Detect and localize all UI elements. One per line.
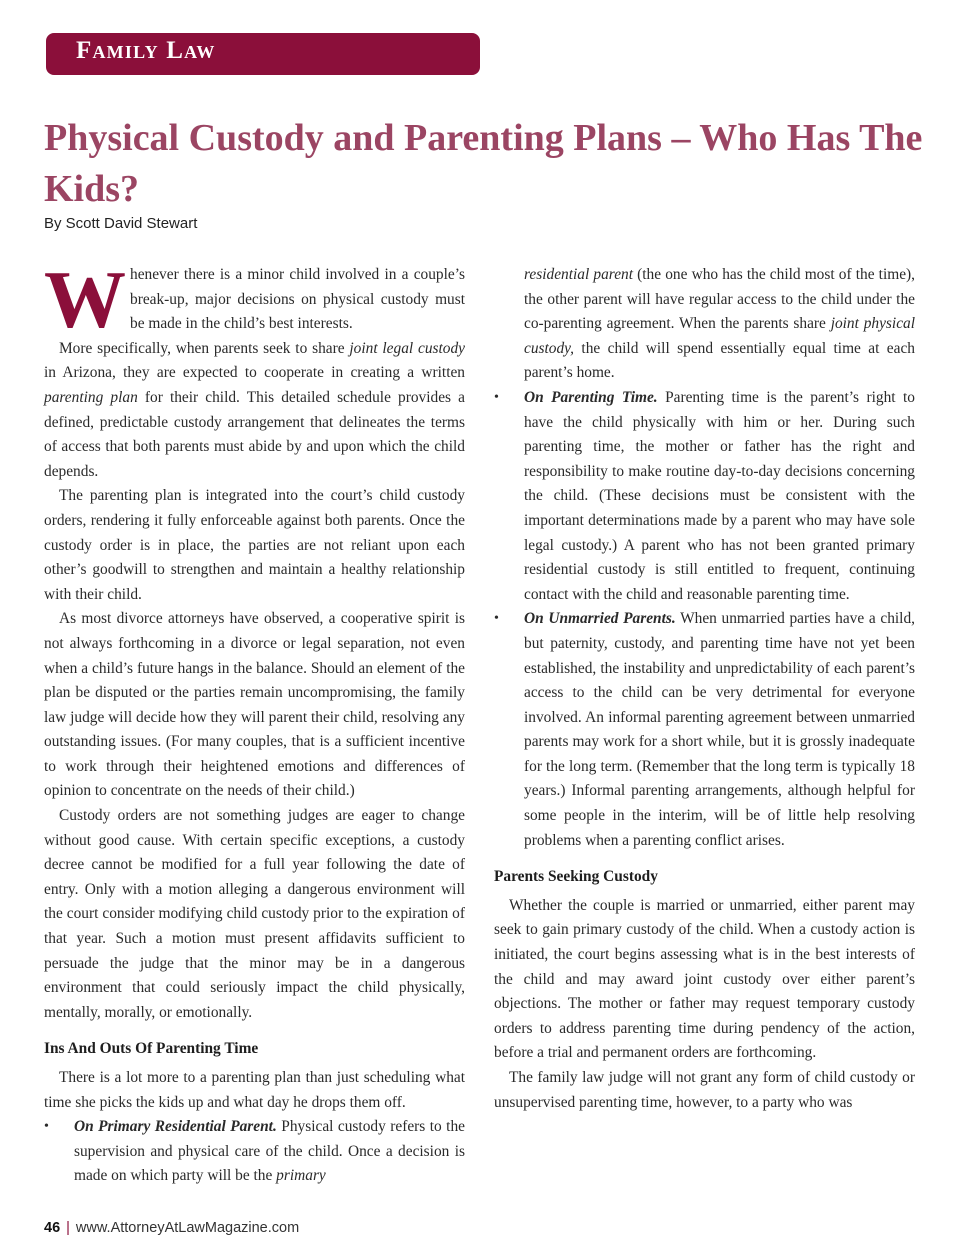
bullet-primary-residential-parent: • On Primary Residential Parent. Physical custody refers to the supervision and physical care of the child. Once a decision is made on which party will be the primary xyxy=(44,1115,465,1189)
footer-separator: | xyxy=(66,1220,70,1236)
section-label: Family Law xyxy=(76,37,216,64)
right-column xyxy=(494,263,915,1198)
subhead-parenting-time: Ins And Outs Of Parenting Time xyxy=(44,1040,259,1058)
bullet-list xyxy=(494,386,915,853)
page-footer xyxy=(44,1220,299,1236)
paragraph-joint-legal-custody: More specifically, when parents seek to share joint legal custody in Arizona, they are expected to cooperate in creating a written parenting plan for their child. This detailed schedule provides a defined, predictable custody arrangement that delineates the terms of access that both parents must abide by and upon which the child depends. xyxy=(44,339,466,480)
paragraph-family-law-judge: The family law judge will not grant any form of child custody or unsupervised parenting time, however, to a party who was xyxy=(494,1069,915,1111)
bullet-continuation: residential parent (the one who has the child most of the time), the other parent will have regular access to the child under the co-parenting agreement. When the parents share joint physical custody, the child will spend essentially equal time at each parent’s home. xyxy=(524,266,916,382)
paragraph-custody-modification: Custody orders are not something judges are eager to change without good cause. With certain specific exceptions, a custody decree cannot be modified for a full year following the date of entry. Only with a motion alleging a dangerous environment will the court consider modifying child custody prior to the expiration of that year. Such a motion must present affidavits sufficient to persuade the judge that the minor may be in a dangerous environment that could seriously impact the child physically, mentally, morally, or emotionally. xyxy=(44,807,465,1021)
byline: By Scott David Stewart xyxy=(44,215,198,232)
article-title: Physical Custody and Parenting Plans – Who Has The Kids? xyxy=(44,117,923,210)
bullet-parenting-time: • On Parenting Time. Parenting time is the parent’s right to have the child physically with him or her. During such parenting time, the mother or father has the right and responsibility to make routine day-to-day decisions concerning the child. (These decisions must be consistent with the important determinations made by a parent who may have sole legal custody.) A parent who has not been granted primary residential custody is still entitled to frequent, continuing contact with the child and reasonable parenting time. xyxy=(494,386,915,607)
paragraph-parenting-plan: There is a lot more to a parenting plan than just scheduling what time she picks the kids up and what day he drops them off. xyxy=(44,1069,465,1111)
page-number: 46 xyxy=(44,1220,61,1236)
intro-paragraph: Whenever there is a minor child involved in a couple’s break-up, major decisions on physical custody must be made in the child’s best interests. xyxy=(44,254,465,345)
section-banner xyxy=(46,33,480,75)
website-url: www.AttorneyAtLawMagazine.com xyxy=(75,1220,300,1236)
left-column xyxy=(44,254,466,1198)
paragraph-cooperative-spirit: As most divorce attorneys have observed, a cooperative spirit is not always forthcoming in a divorce or legal separation, not even when a child’s future hangs in the balance. Should an element of the plan be disputed or the parties remain uncompromising, the family law judge will decide how they will parent their child, resolving any outstanding issues. (For many couples, that is a sufficient incentive to work through their heightened emotions and differences of opinion to concentrate on the needs of their child.) xyxy=(44,610,465,800)
bullet-unmarried-parents: • On Unmarried Parents. When unmarried parties have a child, but paternity, custody, and parenting time have not yet been established, the instability and unpredictability of each parent’s access to the child can be very detrimental for everyone involved. An informal parenting agreement between unmarried parents may work for a short while, but it is grossly inadequate for the long term. (Remember that the long term is typically 18 years.) Informal parenting arrangements, although helpful for some people in the interim, will be of little help resolving problems when a parenting conflict arises. xyxy=(494,607,915,853)
paragraph-court-orders: The parenting plan is integrated into the court’s child custody orders, rendering it fully enforceable against both parents. Once the custody order is in place, the parties are not reliant upon each other’s goodwill to strengthen and maintain a healthy relationship with their child. xyxy=(44,487,465,603)
paragraph-seeking-custody: Whether the couple is married or unmarried, either parent may seek to gain primary custody of the child. When a custody action is initiated, the court begins assessing what is in the best interests of the child and may award joint custody over either parent’s objections. The mother or father may request temporary custody orders to address parenting time during pendency of the action, before a trial and permanent orders are forthcoming. xyxy=(494,896,915,1062)
bullet-list xyxy=(44,1115,465,1189)
subhead-parents-seeking-custody: Parents Seeking Custody xyxy=(494,868,658,886)
drop-cap: W xyxy=(44,254,126,345)
